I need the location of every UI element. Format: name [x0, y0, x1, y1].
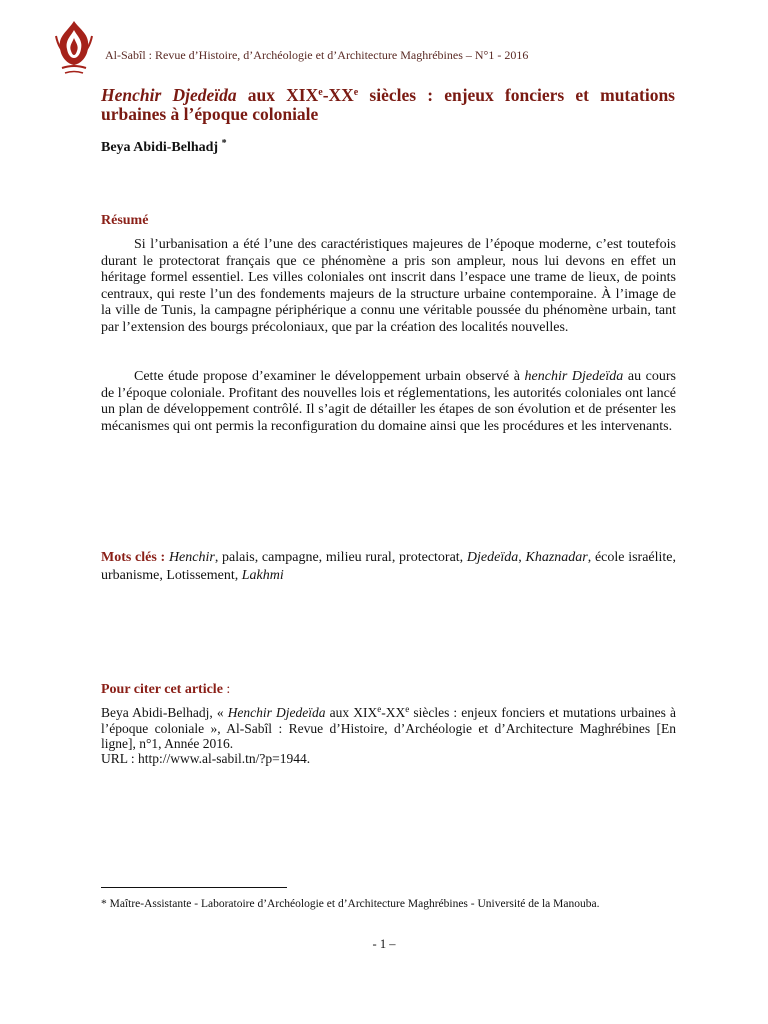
citation-text: Beya Abidi-Belhadj, « Henchir Djedeïda aux XIXe-XXe siècles : enjeux fonciers et mutations urbaines à l’époque coloniale », Al-Sabîl : Revue d’Histoire, d’Archéologie et d’Architecture Maghrébines [En ligne], n°1, Année 2016. [101, 704, 676, 751]
article-title: Henchir Djedeïda aux XIXe-XXe siècles : enjeux fonciers et mutations urbaines à l’époque coloniale [101, 85, 675, 124]
keywords: Mots clés : Henchir, palais, campagne, milieu rural, protectorat, Djedeïda, Khaznadar, école israélite, urbanisme, Lotissement, Lakhmi [101, 550, 677, 583]
keywords-label: Mots clés : [101, 550, 166, 565]
title-place-name: Henchir Djedeïda [101, 85, 237, 105]
resume-heading: Résumé [101, 213, 149, 228]
author [101, 140, 227, 156]
running-header: Al-Sabîl : Revue d’Histoire, d’Archéologie et d’Architecture Maghrébines – N°1 - 2016 [105, 48, 529, 62]
citation-heading: Pour citer cet article : [101, 682, 231, 697]
page-number: - 1 – [372, 937, 396, 951]
resume-paragraph-2: Cette étude propose d’examiner le développement urbain observé à henchir Djedeïda au cours de l’époque coloniale. Profitant des nouvelles lois et réglementations, les autorités coloniales ont lancé un plan de développement contrôlé. Il s’agit de détailler les étapes de son évolution et de présenter les mécanismes qui ont permis la reconfiguration du domaine ainsi que les procédures et les intervenants. [101, 369, 677, 434]
author-name: Beya Abidi-Belhadj [101, 140, 219, 155]
author-footnote-mark: * [221, 138, 227, 149]
resume-paragraph-1: Si l’urbanisation a été l’une des caractéristiques majeures de l’époque moderne, c’est toutefois durant le protectorat français que ce phénomène a pris son ampleur, nous lui devons en effet un héritage formel essentiel. Les villes coloniales ont inscrit dans l’espace une trame de lieux, de points centraux, qui reste l’un des fondements majeurs de la structure urbaine contemporaine. À l’image de la ville de Tunis, la campagne périphérique a connu une véritable poussée du phénomène urbain, tant par l’extension des bourgs précoloniaux, que par la création des localités nouvelles. [101, 237, 676, 335]
footnote: * Maître-Assistante - Laboratoire d’Archéologie et d’Architecture Maghrébines - Université de la Manouba. [101, 898, 600, 910]
footnote-divider [101, 887, 287, 888]
flame-logo-icon [52, 18, 96, 76]
citation-url: URL : http://www.al-sabil.tn/?p=1944. [101, 751, 311, 766]
